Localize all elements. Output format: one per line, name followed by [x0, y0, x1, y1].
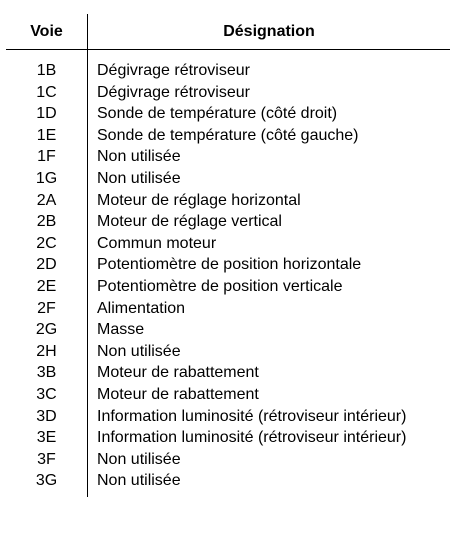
designation-cell: Non utilisée — [97, 472, 181, 490]
designation-cell: Commun moteur — [97, 234, 217, 252]
voie-cell: 1D — [6, 103, 88, 125]
table-row — [6, 298, 450, 320]
voie-cell: 2D — [6, 254, 88, 276]
designation-cell: Non utilisée — [97, 342, 181, 360]
designation-cell: Potentiomètre de position verticale — [97, 277, 343, 295]
voie-cell: 3G — [6, 470, 88, 497]
voie-cell: 1G — [6, 168, 88, 190]
designation-cell: Moteur de réglage vertical — [97, 213, 282, 231]
designation-cell: Information luminosité (rétroviseur intérieur) — [97, 429, 407, 447]
table-row — [6, 406, 450, 428]
designation-cell: Potentiomètre de position horizontale — [97, 256, 362, 274]
voie-cell: 2C — [6, 233, 88, 255]
voie-cell: 3E — [6, 427, 88, 449]
voie-cell: 2A — [6, 190, 88, 212]
table-row — [6, 211, 450, 233]
designation-cell: Non utilisée — [97, 169, 181, 187]
designation-cell: Masse — [97, 321, 145, 339]
column-header-voie: Voie — [6, 14, 88, 50]
voie-cell: 1E — [6, 125, 88, 147]
table-row — [6, 254, 450, 276]
table-row — [6, 470, 450, 497]
table-row — [6, 233, 450, 255]
voie-cell: 2B — [6, 211, 88, 233]
table-row — [6, 319, 450, 341]
designation-cell: Dégivrage rétroviseur — [97, 83, 250, 101]
designation-cell: Sonde de température (côté droit) — [97, 105, 338, 123]
designation-cell: Moteur de réglage horizontal — [97, 191, 301, 209]
voie-cell: 1B — [6, 50, 88, 82]
designation-cell: Non utilisée — [97, 450, 181, 468]
voie-cell: 2E — [6, 276, 88, 298]
voie-cell: 2G — [6, 319, 88, 341]
designation-cell: Information luminosité (rétroviseur intérieur) — [97, 407, 407, 425]
voie-cell: 3F — [6, 449, 88, 471]
table-row — [6, 190, 450, 212]
table-header-row — [6, 14, 450, 50]
designation-cell: Moteur de rabattement — [97, 385, 259, 403]
voie-cell: 2H — [6, 341, 88, 363]
designation-cell: Non utilisée — [97, 148, 181, 166]
table-row — [6, 427, 450, 449]
voie-cell: 3B — [6, 362, 88, 384]
pin-assignment-table — [6, 14, 450, 497]
table-row — [6, 449, 450, 471]
voie-cell: 1C — [6, 82, 88, 104]
designation-cell: Moteur de rabattement — [97, 364, 259, 382]
column-header-designation: Désignation — [88, 14, 451, 50]
table-row — [6, 146, 450, 168]
voie-cell: 3D — [6, 406, 88, 428]
table-row — [6, 50, 450, 82]
table-row — [6, 168, 450, 190]
table-body — [6, 50, 450, 497]
designation-cell: Sonde de température (côté gauche) — [97, 126, 359, 144]
designation-cell: Dégivrage rétroviseur — [97, 62, 250, 79]
table-row — [6, 125, 450, 147]
table-row — [6, 362, 450, 384]
table-row — [6, 384, 450, 406]
voie-cell: 1F — [6, 146, 88, 168]
voie-cell: 2F — [6, 298, 88, 320]
table-row — [6, 341, 450, 363]
table-row — [6, 82, 450, 104]
voie-cell: 3C — [6, 384, 88, 406]
table-row — [6, 276, 450, 298]
table-row — [6, 103, 450, 125]
designation-cell: Alimentation — [97, 299, 186, 317]
